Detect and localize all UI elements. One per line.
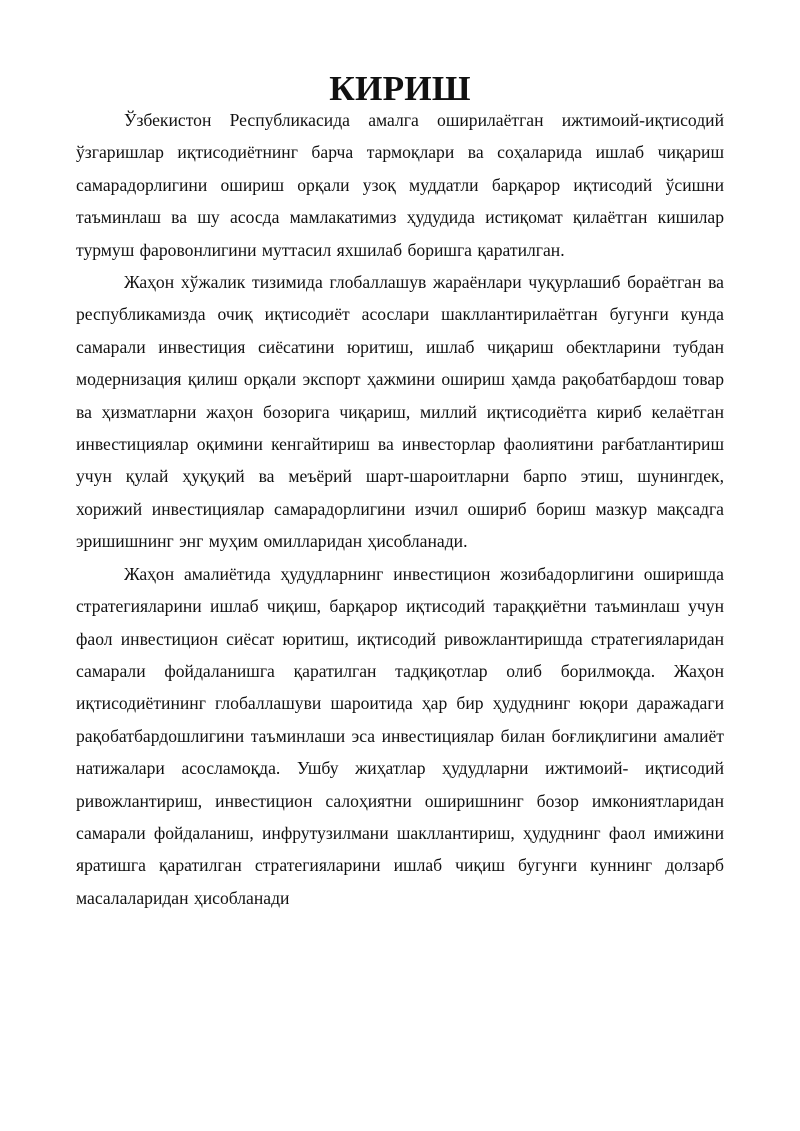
paragraph-2: Жаҳон хўжалик тизимида глобаллашув жараёнлари чуқурлашиб бораётган ва республикамизда очиқ иқтисодиёт асослари шакллантирилаётган бугунги кунда самарали инвестиция сиёсатини юритиш, ишлаб чиқариш обектларини тубдан модернизация қилиш орқали экспорт ҳажмини ошириш ҳамда рақобатбардош товар ва ҳизматларни жаҳон бозорига чиқариш, миллий иқтисодиётга кириб келаётган инвестициялар оқимини кенгайтириш ва инвесторлар фаолиятини рағбатлантириш учун қулай ҳуқуқий ва меъёрий шарт-шароитларни барпо этиш, шунингдек, хорижий инвестициялар самарадорлигини изчил ошириб бориш мазкур мақсадга эришишнинг энг муҳим омилларидан ҳисобланади. <box>76 272 724 552</box>
paragraph-1: Ўзбекистон Республикасида амалга оширилаётган ижтимоий-иқтисодий ўзгаришлар иқтисодиётнинг барча тармоқлари ва соҳаларида ишлаб чиқариш самарадорлигини ошириш орқали узоқ муддатли барқарор иқтисодий ўсишни таъминлаш ва шу асосда мамлакатимиз ҳудудида истиқомат қилаётган кишилар турмуш фаровонлигини муттасил яхшилаб боришга қаратилган. <box>76 110 724 260</box>
paragraph-3: Жаҳон амалиётида ҳудудларнинг инвестицион жозибадорлигини оширишда стратегияларини ишлаб чиқиш, барқарор иқтисодий тараққиётни таъминлаш учун фаол инвестицион сиёсат юритиш, иқтисодий ривожлантиришда стратегияларидан самарали фойдаланишга қаратилган тадқиқотлар олиб борилмоқда. Жаҳон иқтисодиётининг глобаллашуви шароитида ҳар бир ҳудуднинг юқори даражадаги рақобатбардошлигини таъминлаши эса инвестициялар билан боғлиқлигини амалиёт натижалари асосламоқда. Ушбу жиҳатлар ҳудудларни ижтимоий- иқтисодий ривожлантириш, инвестицион салоҳиятни оширишнинг бозор имкониятларидан самарали фойдаланиш, инфрутузилмани шакллантириш, ҳудуднинг фаол имижини яратишга қаратилган стратегияларини ишлаб чиқиш бугунги куннинг долзарб масалаларидан ҳисобланади <box>76 563 724 908</box>
page-title: КИРИШ <box>329 69 471 108</box>
document-body <box>76 69 724 914</box>
